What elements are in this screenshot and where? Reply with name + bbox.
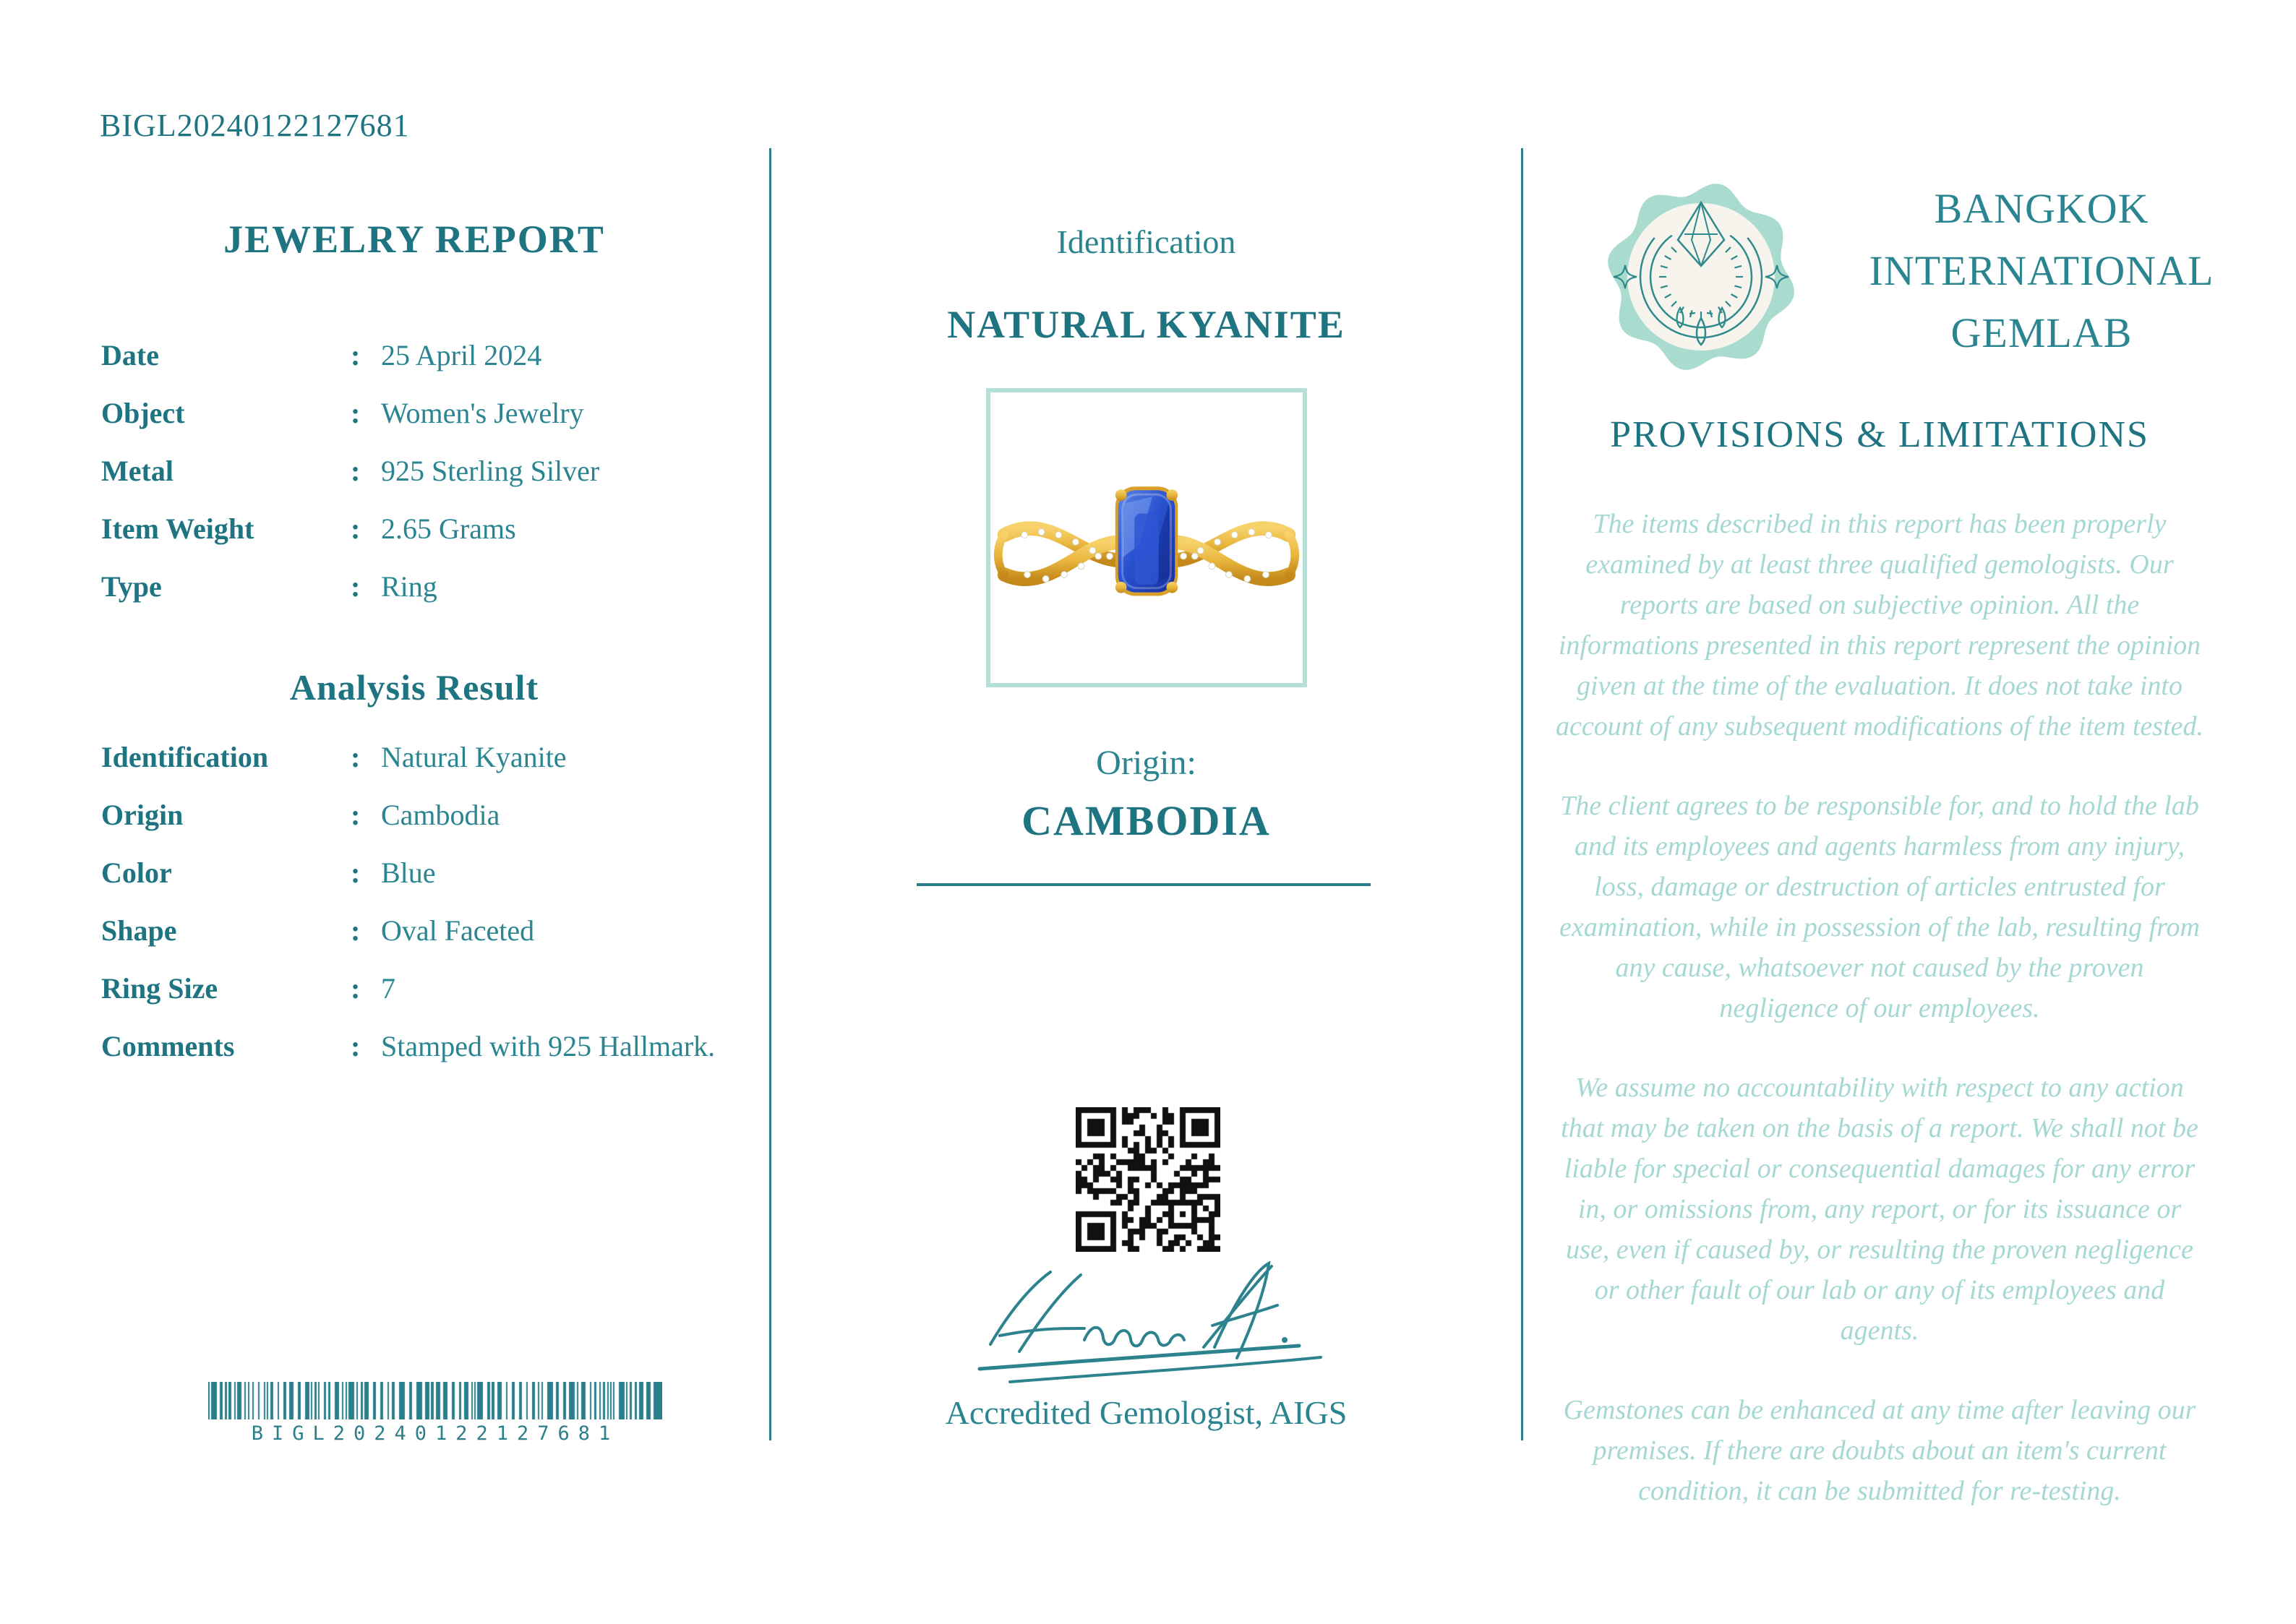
field-row-identification [101, 742, 727, 773]
field-row-metal [101, 455, 727, 487]
field-label: Color [101, 856, 172, 889]
field-label: Comments [101, 1030, 235, 1062]
provision-paragraph: Gemstones can be enhanced at any time after leaving our premises. If there are doubts about an item's current condition, it can be submitted for re-testing. [1563, 1395, 2196, 1506]
analysis-fields [101, 742, 727, 1088]
field-label: Shape [101, 914, 177, 947]
field-label: Origin [101, 799, 184, 831]
field-row-shape [101, 915, 727, 947]
field-value: Cambodia [381, 799, 500, 831]
lab-name-line: BANGKOK [1934, 185, 2149, 232]
qr-code [1076, 1107, 1220, 1252]
ring-photo [990, 392, 1303, 683]
field-value: Natural Kyanite [381, 741, 567, 773]
provision-paragraph: The client agrees to be responsible for, and to hold the lab and its employees and agents harmless from any injury, loss, damage or destruction of articles entrusted for examination, while in possession of the lab, resulting from any cause, whatsoever not caused by the proven negligence of our employees. [1559, 791, 2200, 1023]
jewelry-photo-frame [986, 388, 1307, 687]
lab-name-line: INTERNATIONAL [1869, 247, 2214, 294]
field-row-object [101, 398, 727, 429]
field-value: Women's Jewelry [381, 397, 584, 429]
provision-paragraph: We assume no accountability with respect to any action that may be taken on the basis of a report. We shall not be liable for special or consequential damages for any error in, or omissions from, any report, or for its issuance or use, even if caused by, or resulting the proven negligence or other fault of our lab or any of its employees and agents. [1561, 1073, 2198, 1346]
field-value: Blue [381, 856, 436, 889]
field-row-date [101, 340, 727, 371]
report-fields [101, 340, 727, 629]
field-colon: : [351, 455, 361, 487]
field-colon: : [351, 972, 361, 1005]
barcode-bars [208, 1382, 662, 1419]
field-label: Identification [101, 741, 269, 773]
field-colon: : [351, 512, 361, 545]
report-title: JEWELRY REPORT [223, 218, 605, 261]
field-value: 2.65 Grams [381, 512, 516, 545]
field-label: Object [101, 397, 185, 429]
center-gem [1115, 486, 1178, 596]
field-label: Ring Size [101, 972, 218, 1005]
field-value: Ring [381, 570, 437, 603]
identification-heading: Identification [1056, 223, 1236, 260]
field-colon: : [351, 741, 361, 773]
field-row-origin [101, 799, 727, 831]
lab-name [1810, 178, 2273, 364]
gemologist-title: Accredited Gemologist, AIGS [945, 1394, 1348, 1431]
field-value: Stamped with 925 Hallmark. [381, 1030, 716, 1062]
provisions-title: PROVISIONS & LIMITATIONS [1610, 414, 2149, 455]
field-label: Item Weight [101, 512, 254, 545]
provisions-section [1554, 413, 2205, 1550]
gemologist-signature [958, 1259, 1334, 1396]
field-value: 7 [381, 972, 395, 1005]
field-value: 25 April 2024 [381, 339, 542, 371]
field-row-type [101, 571, 727, 603]
barcode [208, 1382, 662, 1445]
field-colon: : [351, 570, 361, 603]
field-row-comments [101, 1031, 727, 1062]
origin-label: Origin: [1096, 744, 1196, 782]
provision-paragraph: The items described in this report has been properly examined by at least three qualified gemologists. Our reports are based on subjective opinion. All the informations presented in this report represent the opinion given at the time of the evaluation. It does not take into account of any subsequent modifications of the item tested. [1555, 509, 2203, 742]
barcode-text: BIGL20240122127681 [251, 1422, 620, 1445]
field-row-item-weight [101, 513, 727, 545]
field-colon: : [351, 1030, 361, 1062]
field-colon: : [351, 339, 361, 371]
lab-name-line: GEMLAB [1950, 309, 2133, 356]
field-label: Metal [101, 455, 174, 487]
field-colon: : [351, 799, 361, 831]
field-colon: : [351, 856, 361, 889]
field-label: Type [101, 570, 162, 603]
origin-underline [917, 883, 1371, 886]
field-row-ring-size [101, 973, 727, 1005]
analysis-result-title: Analysis Result [289, 667, 539, 708]
field-value: Oval Faceted [381, 914, 535, 947]
identification-column [771, 0, 1521, 1624]
origin-value: CAMBODIA [1021, 797, 1271, 844]
field-row-color [101, 857, 727, 889]
gemlab-logo-icon [1603, 179, 1799, 374]
field-label: Date [101, 339, 159, 371]
report-number: BIGL20240122127681 [100, 108, 410, 143]
field-colon: : [351, 397, 361, 429]
field-colon: : [351, 914, 361, 947]
lab-column [1521, 0, 2296, 1624]
field-value: 925 Sterling Silver [381, 455, 600, 487]
stone-name: NATURAL KYANITE [947, 303, 1345, 346]
report-column [101, 0, 727, 1624]
